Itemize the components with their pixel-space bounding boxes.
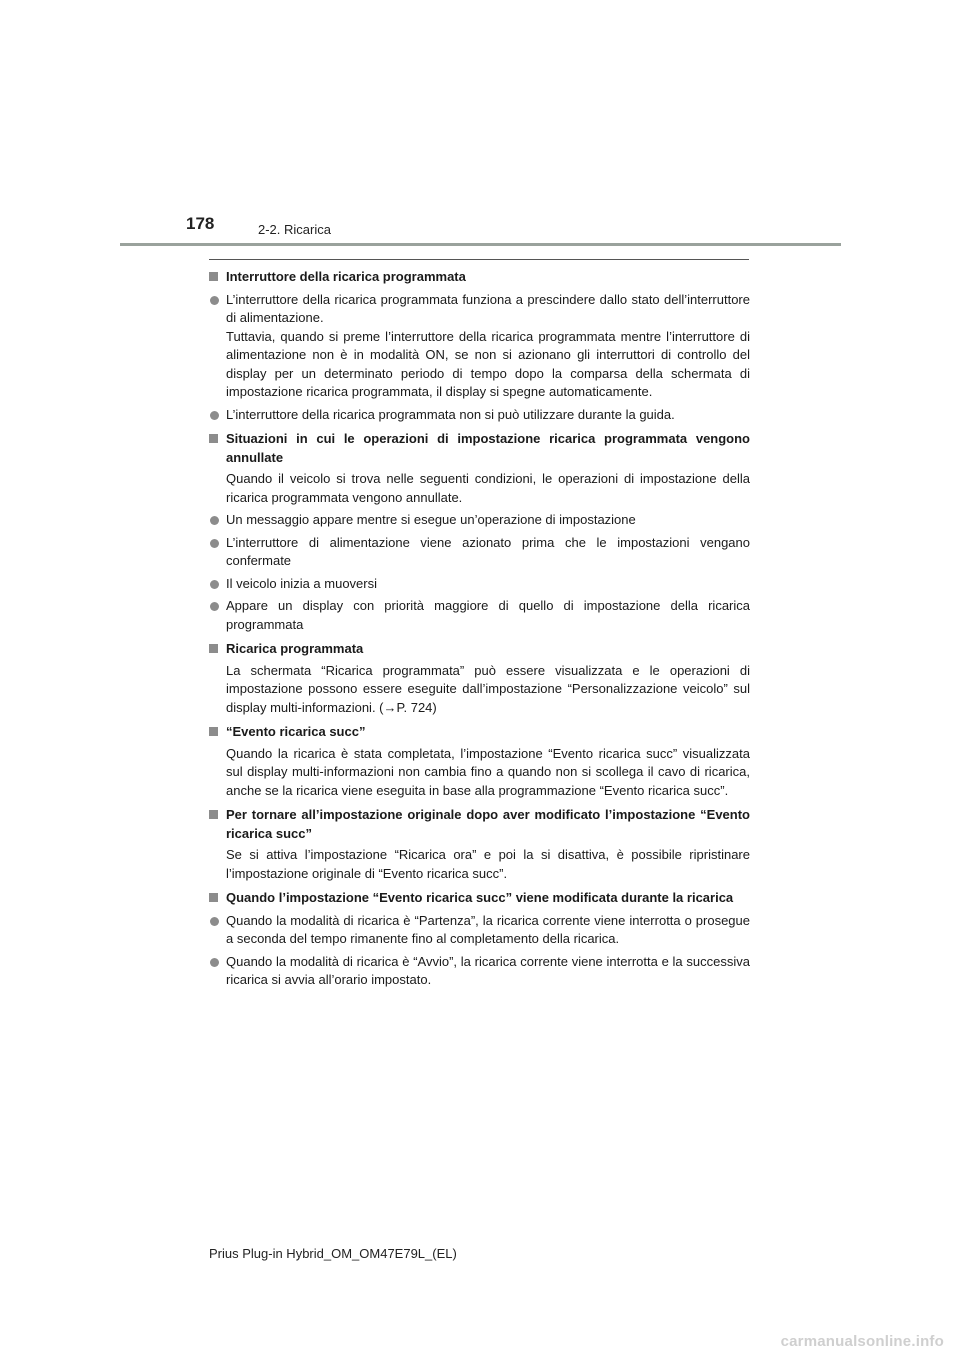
paragraph: La schermata “Ricarica programmata” può essere visualizzata e le operazioni di impostazione possono essere eseguite dall’impostazione “Personalizzazione veicolo” sul display multi-informazioni. (→P. 724) xyxy=(226,662,750,715)
circle-bullet-icon xyxy=(210,539,219,548)
circle-bullet-icon xyxy=(210,296,219,305)
square-bullet-icon xyxy=(209,272,218,281)
circle-bullet-icon xyxy=(210,917,219,926)
section-heading: Quando l’impostazione “Evento ricarica succ” viene modificata durante la ricarica xyxy=(209,889,750,908)
list-item: Quando la modalità di ricarica è “Partenza”, la ricarica corrente viene interrotta o prosegue a seconda del tempo rimanente fino al completamento della ricarica. xyxy=(209,912,750,949)
section-heading: Situazioni in cui le operazioni di impostazione ricarica programmata vengono annullate xyxy=(209,430,750,467)
list-item: L’interruttore della ricarica programmata non si può utilizzare durante la guida. xyxy=(209,406,750,425)
list-item: Quando la modalità di ricarica è “Avvio”, la ricarica corrente viene interrotta e la successiva ricarica si avvia all’orario impostato. xyxy=(209,953,750,990)
list-item: L’interruttore di alimentazione viene azionato prima che le impostazioni vengano confermate xyxy=(209,534,750,571)
watermark: carmanualsonline.info xyxy=(780,1333,944,1350)
list-item: Il veicolo inizia a muoversi xyxy=(209,575,750,594)
paragraph: Se si attiva l’impostazione “Ricarica ora” e poi la si disattiva, è possibile ripristinare l’impostazione originale di “Evento ricarica succ”. xyxy=(226,847,750,881)
square-bullet-icon xyxy=(209,893,218,902)
manual-id-footer: Prius Plug-in Hybrid_OM_OM47E79L_(EL) xyxy=(209,1246,457,1261)
paragraph: Quando la ricarica è stata completata, l’impostazione “Evento ricarica succ” visualizzata sul display multi-informazioni non cambia fino a quando non si scollega il cavo di ricarica, anche se la ricarica viene eseguita in base alla programmazione “Evento ricarica succ”. xyxy=(226,745,750,798)
section-label: 2-2. Ricarica xyxy=(258,222,331,237)
page-number: 178 xyxy=(186,214,215,233)
circle-bullet-icon xyxy=(210,580,219,589)
page-content xyxy=(209,268,750,994)
square-bullet-icon xyxy=(209,810,218,819)
square-bullet-icon xyxy=(209,644,218,653)
content-rule xyxy=(209,259,749,260)
square-bullet-icon xyxy=(209,727,218,736)
circle-bullet-icon xyxy=(210,958,219,967)
section-heading: Ricarica programmata xyxy=(209,640,750,659)
section-heading: “Evento ricarica succ” xyxy=(209,723,750,742)
header-rule xyxy=(120,243,841,246)
circle-bullet-icon xyxy=(210,411,219,420)
paragraph: Quando il veicolo si trova nelle seguenti condizioni, le operazioni di impostazione della ricarica programmata vengono annullate. xyxy=(226,471,750,505)
list-item: Un messaggio appare mentre si esegue un’operazione di impostazione xyxy=(209,511,750,530)
circle-bullet-icon xyxy=(210,516,219,525)
square-bullet-icon xyxy=(209,434,218,443)
list-item: L’interruttore della ricarica programmata funziona a prescindere dallo stato dell’interruttore di alimentazione. Tuttavia, quando si preme l’interruttore della ricarica programmata mentre l’interruttore di alimentazione non è in modalità ON, se non si azionano gli interruttori di controllo del display per un determinato periodo di tempo dopo la comparsa della schermata di impostazione ricarica programmata, il display si spegne automaticamente. xyxy=(209,291,750,402)
section-heading: Interruttore della ricarica programmata xyxy=(209,268,750,287)
section-heading: Per tornare all’impostazione originale dopo aver modificato l’impostazione “Evento ricarica succ” xyxy=(209,806,750,843)
list-item: Appare un display con priorità maggiore di quello di impostazione della ricarica programmata xyxy=(209,597,750,634)
circle-bullet-icon xyxy=(210,602,219,611)
